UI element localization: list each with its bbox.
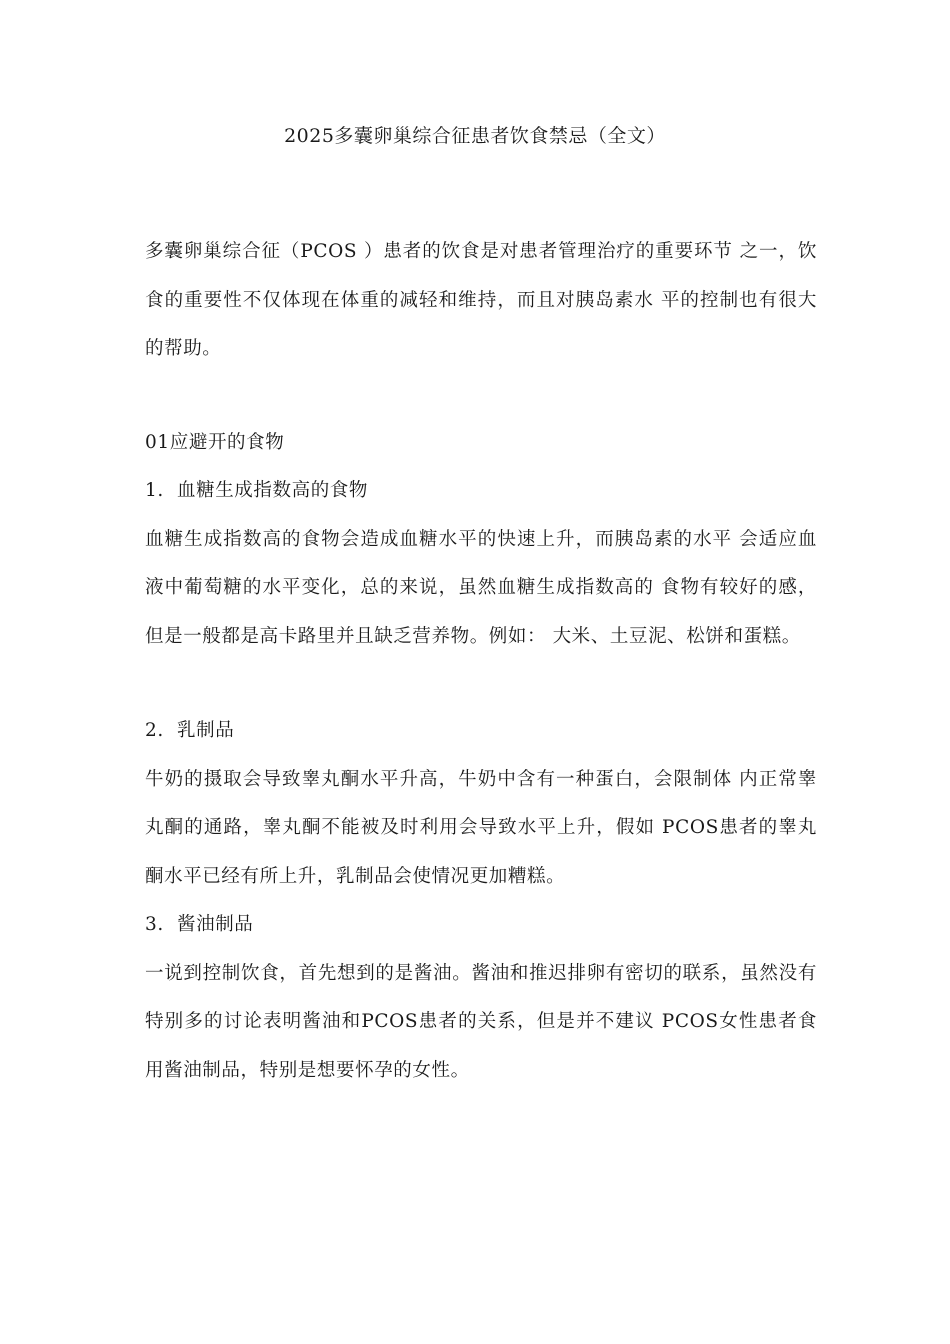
list-item [145, 467, 817, 661]
list-item [145, 901, 817, 1095]
intro-paragraph: 多囊卵巢综合征（PCOS ）患者的饮食是对患者管理治疗的重要环节 之一，饮食的重要性不仅体现在体重的减轻和维持，而且对胰岛素水 平的控制也有很大的帮助。 [145, 241, 817, 359]
document-body [145, 228, 817, 1095]
item-body: 牛奶的摄取会导致睾丸酮水平升高，牛奶中含有一种蛋白，会限制体 内正常睾丸酮的通路，睾丸酮不能被及时利用会导致水平上升，假如 PCOS患者的睾丸酮水平已经有所上升，乳制品会使情况更加糟糕。 [145, 768, 817, 887]
item-heading [145, 901, 817, 950]
item-number: 2. [145, 720, 164, 741]
item-body: 血糖生成指数高的食物会造成血糖水平的快速上升，而胰岛素的水平 会适应血液中葡萄糖的水平变化，总的来说，虽然血糖生成指数高的 食物有较好的感，但是一般都是高卡路里并且缺乏营养物。例如： 大米、土豆泥、松饼和蛋糕。 [145, 528, 817, 647]
item-number: 3. [145, 914, 164, 935]
item-heading [145, 467, 817, 516]
item-heading [145, 707, 817, 756]
item-title: 血糖生成指数高的食物 [177, 480, 369, 501]
section-heading: 01应避开的食物 [145, 431, 285, 453]
item-title: 乳制品 [177, 720, 235, 741]
item-title: 酱油制品 [177, 914, 254, 935]
item-number: 1. [145, 480, 164, 501]
item-body: 一说到控制饮食，首先想到的是酱油。酱油和推迟排卵有密切的联系，虽然没有特别多的讨论表明酱油和PCOS患者的关系，但是并不建议 PCOS女性患者食用酱油制品，特别是想要怀孕的女性。 [145, 962, 817, 1081]
document-title: 2025多囊卵巢综合征患者饮食禁忌（全文） [284, 125, 666, 147]
list-item [145, 707, 817, 901]
